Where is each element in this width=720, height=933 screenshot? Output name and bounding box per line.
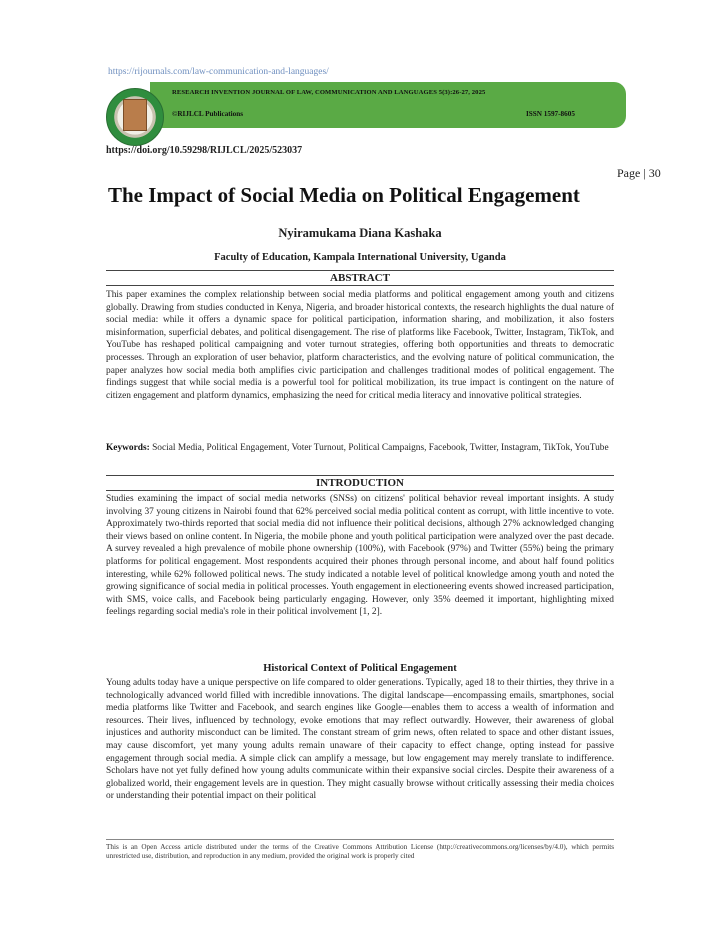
keywords-label: Keywords: [106, 443, 150, 453]
intro-top-rule [106, 475, 614, 476]
introduction-text: Studies examining the impact of social media networks (SNSs) on citizens' political behavior reveal important insights. A study involving 37 young citizens in Nairobi found that 62% perceived social media political content as corrupt, with little incentive to vote. Approximately two-thirds reported that social media did not influence their political decisions, although 27% acknowledged changing their views based on online content. In Nigeria, the mobile phone and youth political participation were analyzed over the past decade. A survey revealed a high prevalence of mobile phone ownership (100%), with Facebook (97%) and Twitter (55%) being the primary platforms for political engagement. Most respondents acquired their phones through personal income, and about half found politics interesting, while 62% followed political news. The study indicated a notable level of political knowledge among youth and noted the growing significance of social media in political processes. Youth engagement in electioneering events showed increased participation, with SMS, voice calls, and Facebook being particularly engaging. However, only 35% deemed it important, highlighting mixed feelings regarding social media's role in their political involvement [1, 2]. [106, 494, 614, 618]
publisher-label: ©RIJLCL Publications [172, 110, 244, 118]
historical-text: Young adults today have a unique perspective on life compared to older generations. Typically, aged 18 to their thirties, they thrive in a technologically advanced world filled with incredible innovations. The digital landscape—encompassing emails, smartphones, social media platforms like Twitter and Facebook, and search engines like Google—enables them to access a wealth of information and resources. Their lives, influenced by technology, evoke emotions that may reflect outwardly. However, their awareness of global injustices and authority misconduct can be limited. The constant stream of grim news, often related to space and other distant issues, may cause discomfort, yet many young adults remain unaware of their capacity to effect change, opting instead for passive engagement through social media. A simple click can amplify a message, but low engagement may merely translate to indifference. Scholars have not yet fully defined how young adults communicate within their expansive social circles. Despite their awareness of a globalized world, their engagement levels are in question. They might casually browse without critically assessing their media choices or understanding their potential impact on their political [106, 678, 614, 802]
abstract-heading: ABSTRACT [330, 272, 390, 284]
abstract-top-rule [106, 270, 614, 271]
keywords-text: Social Media, Political Engagement, Voter Turnout, Political Campaigns, Facebook, Twitter, Instagram, TikTok, YouTube [152, 443, 609, 453]
paper-title: The Impact of Social Media on Political Engagement [108, 183, 580, 207]
keywords-line [106, 442, 614, 455]
abstract-text: This paper examines the complex relationship between social media platforms and political engagement among youth and citizens globally. Drawing from studies conducted in Kenya, Nigeria, and broader historical contexts, the research highlights the dual nature of social media: while it offers a dynamic space for political participation, information sharing, and mobilization, it also fosters misinformation, superficial debates, and political disengagement. The rise of platforms like Facebook, Twitter, Instagram, TikTok, and YouTube has reshaped political campaigning and voter turnout strategies, offering both opportunities and threats to democratic processes. Through an exploration of user behavior, platform characteristics, and the evolving nature of political communication, the paper analyzes how social media both amplifies civic participation and challenges traditional modes of political engagement. The findings suggest that while social media is a powerful tool for political mobilization, its true impact is contingent on the nature of citizen engagement and platform dynamics, emphasizing the need for critical media literacy and innovative political strategies. [106, 290, 614, 401]
page-number: Page | 30 [617, 166, 661, 180]
intro-heading-rule [106, 490, 614, 491]
doi-link[interactable]: https://doi.org/10.59298/RIJLCL/2025/523037 [106, 145, 303, 156]
introduction-heading: INTRODUCTION [315, 477, 404, 489]
license-footer: This is an Open Access article distributed under the terms of the Creative Commons Attribution License (http://creativecommons.org/licenses/by/4.0), which permits unrestricted use, distribution, and reproduction in any medium, provided the original work is properly cited [106, 843, 614, 861]
paper-affiliation: Faculty of Education, Kampala International University, Uganda [214, 252, 506, 263]
paper-author: Nyiramukama Diana Kashaka [278, 226, 442, 240]
historical-heading: Historical Context of Political Engagement [263, 663, 457, 674]
journal-url[interactable]: https://rijournals.com/law-communication-and-languages/ [108, 67, 329, 77]
footer-rule [106, 839, 614, 840]
journal-title: RESEARCH INVENTION JOURNAL OF LAW, COMMUNICATION AND LANGUAGES 5(3):26-27, 2025 [172, 89, 486, 96]
journal-logo-book-icon [123, 99, 147, 131]
abstract-heading-rule [106, 285, 614, 286]
issn-label: ISSN 1597-8605 [526, 110, 575, 118]
